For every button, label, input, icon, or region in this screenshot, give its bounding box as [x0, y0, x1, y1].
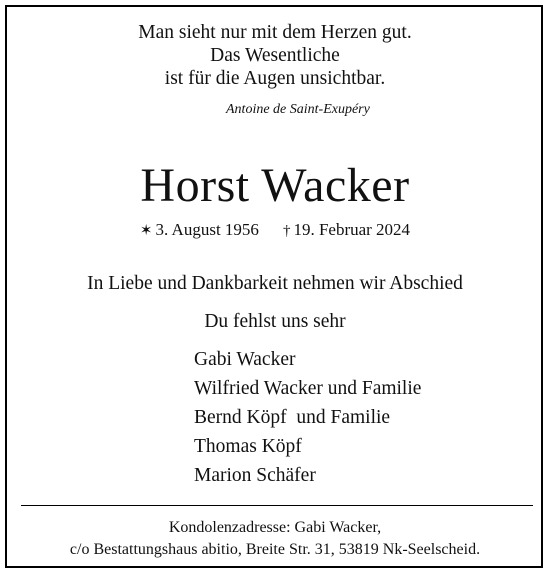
birth-star-icon: ✶ [139, 223, 153, 239]
contact-line: Kondolenzadresse: Gabi Wacker, [168, 519, 382, 536]
quote-line: Das Wesentliche [210, 45, 340, 66]
quote-line: ist für die Augen unsichtbar. [164, 68, 386, 89]
life-dates [0, 219, 550, 242]
death-date: 19. Februar 2024 [293, 220, 411, 239]
mourner: Bernd Köpf und Familie [194, 407, 391, 428]
contact-address [0, 517, 550, 561]
mourners-list [194, 345, 421, 490]
divider [21, 505, 533, 506]
mourner: Wilfried Wacker und Familie [194, 378, 422, 399]
mourner: Gabi Wacker [194, 349, 296, 370]
mourner: Thomas Köpf [194, 436, 302, 457]
quote-line: Man sieht nur mit dem Herzen gut. [138, 22, 412, 43]
death-cross-icon: † [282, 223, 291, 239]
contact-line: c/o Bestattungshaus abitio, Breite Str. 31, 53819 Nk-Seelscheid. [69, 541, 481, 558]
mourner: Marion Schäfer [194, 465, 316, 486]
birth-date: 3. August 1956 [155, 220, 259, 239]
miss-text: Du fehlst uns sehr [204, 311, 346, 332]
quote [0, 21, 550, 90]
quote-author: Antoine de Saint-Exupéry [226, 102, 370, 117]
farewell-text: In Liebe und Dankbarkeit nehmen wir Abschied [87, 273, 463, 294]
deceased-name: Horst Wacker [140, 159, 410, 212]
